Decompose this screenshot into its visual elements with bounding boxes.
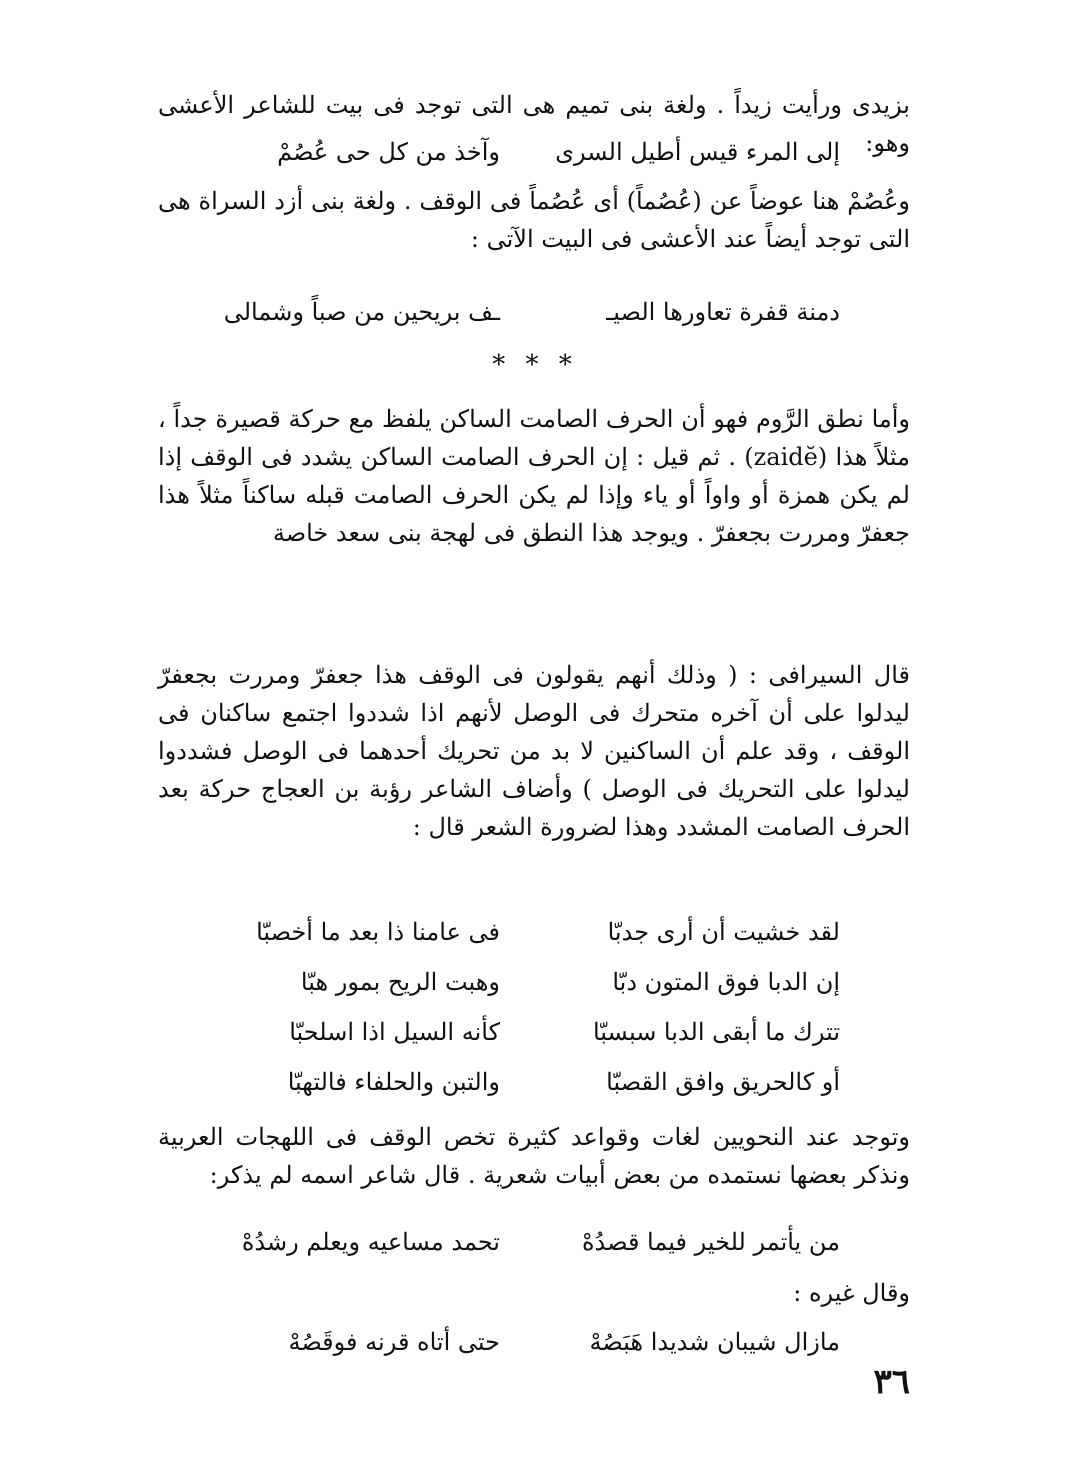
ruba-verse-3	[158, 1008, 910, 1056]
verse-al-asha-2	[158, 288, 910, 336]
hemistich-second: ـف بريحين من صباً وشمالى	[223, 298, 500, 326]
paragraph-text-before: وأما نطق الرَّوم فهو أن الحرف الصامت الساكن يلفظ مع حركة قصيرة جداً ، مثلاً هذا	[158, 405, 911, 471]
paragraph-sirafi	[158, 656, 910, 846]
hemistich-first: إن الدبا فوق المتون دبّا	[612, 968, 840, 996]
intro-line: بزيدى ورأيت زيداً . ولغة بنى تميم هى التى توجد فى بيت للشاعر الأعشى وهو:	[158, 91, 910, 157]
ruba-verse-1	[158, 908, 910, 956]
hemistich-second: تحمد مساعيه ويعلم رشدُهْ	[241, 1228, 500, 1256]
paragraph-after-verse-1	[158, 182, 910, 258]
said-other-line	[158, 1274, 910, 1312]
verse-other-poet	[158, 1318, 910, 1366]
paragraph-rawm	[158, 400, 910, 552]
said-other-text: وقال غيره :	[793, 1279, 910, 1307]
paragraph-text-after: . ثم قيل : إن الحرف الصامت الساكن يشدد فى الوقف إذا لم يكن همزة أو واواً أو ياء وإذا لم يكن الحرف الصامت قبله ساكناً مثلاً هذا جعفرّ ومررت بجعفرّ . ويوجد هذا النطق فى لهجة بنى سعد خاصة	[158, 443, 910, 547]
paragraph-text: قال السيرافى : ( وذلك أنهم يقولون فى الوقف هذا جعفرّ ومررت بجعفرّ ليدلوا على أن آخره متحرك فى الوصل لأنهم اذا شددوا اجتمع ساكنان فى الوقف ، وقد علم أن الساكنين لا بد من تحريك أحدهما فى الوصل فشددوا ليدلوا على التحريك فى الوصل ) وأضاف الشاعر رؤبة بن العجاج حركة بعد الحرف الصامت المشدد وهذا لضرورة الشعر قال :	[158, 661, 910, 841]
verse-al-asha-1	[158, 128, 910, 176]
paragraph-text: وعُصُمْ هنا عوضاً عن (عُصُماً) أى عُصُماً فى الوقف . ولغة بنى أزد السراة هى التى توجد أيضاً عند الأعشى فى البيت الآتى :	[158, 187, 910, 253]
hemistich-second: وهبت الريح بمور هبّا	[300, 968, 500, 996]
page-number: ٣٦	[873, 1362, 910, 1402]
section-separator: * * *	[492, 350, 578, 380]
hemistich-second: حتى أتاه قرنه فوقَصُهْ	[288, 1328, 500, 1356]
hemistich-first: مازال شيبان شديدا هَبَصُهْ	[589, 1328, 840, 1356]
verse-anonymous	[158, 1218, 910, 1266]
ruba-verse-2	[158, 958, 910, 1006]
hemistich-first: إلى المرء قيس أطيل السرى	[555, 138, 840, 166]
hemistich-first: لقد خشيت أن أرى جدبّا	[607, 918, 840, 946]
ruba-verse-4	[158, 1058, 910, 1106]
paragraph-rules	[158, 1118, 910, 1194]
hemistich-second: فى عامنا ذا بعد ما أخصبّا	[256, 918, 500, 946]
hemistich-first: من يأتمر للخير فيما قصدُهْ	[581, 1228, 840, 1256]
hemistich-first: تترك ما أبقى الدبا سبسبّا	[592, 1018, 840, 1046]
hemistich-second: كأنه السيل اذا اسلحبّا	[289, 1018, 500, 1046]
hemistich-second: وآخذ من كل حى عُصُمْ	[277, 138, 500, 166]
paragraph-text: وتوجد عند النحويين لغات وقواعد كثيرة تخص الوقف فى اللهجات العربية ونذكر بعضها نستمده من بعض أبيات شعرية . قال شاعر اسمه لم يذكر:	[158, 1123, 910, 1189]
hemistich-first: أو كالحريق وافق القصبّا	[606, 1068, 840, 1096]
latin-transliteration: (zaidĕ)	[744, 443, 828, 471]
hemistich-first: دمنة قفرة تعاورها الصيـ	[606, 298, 840, 326]
hemistich-second: والتبن والحلفاء فالتهبّا	[287, 1068, 500, 1096]
